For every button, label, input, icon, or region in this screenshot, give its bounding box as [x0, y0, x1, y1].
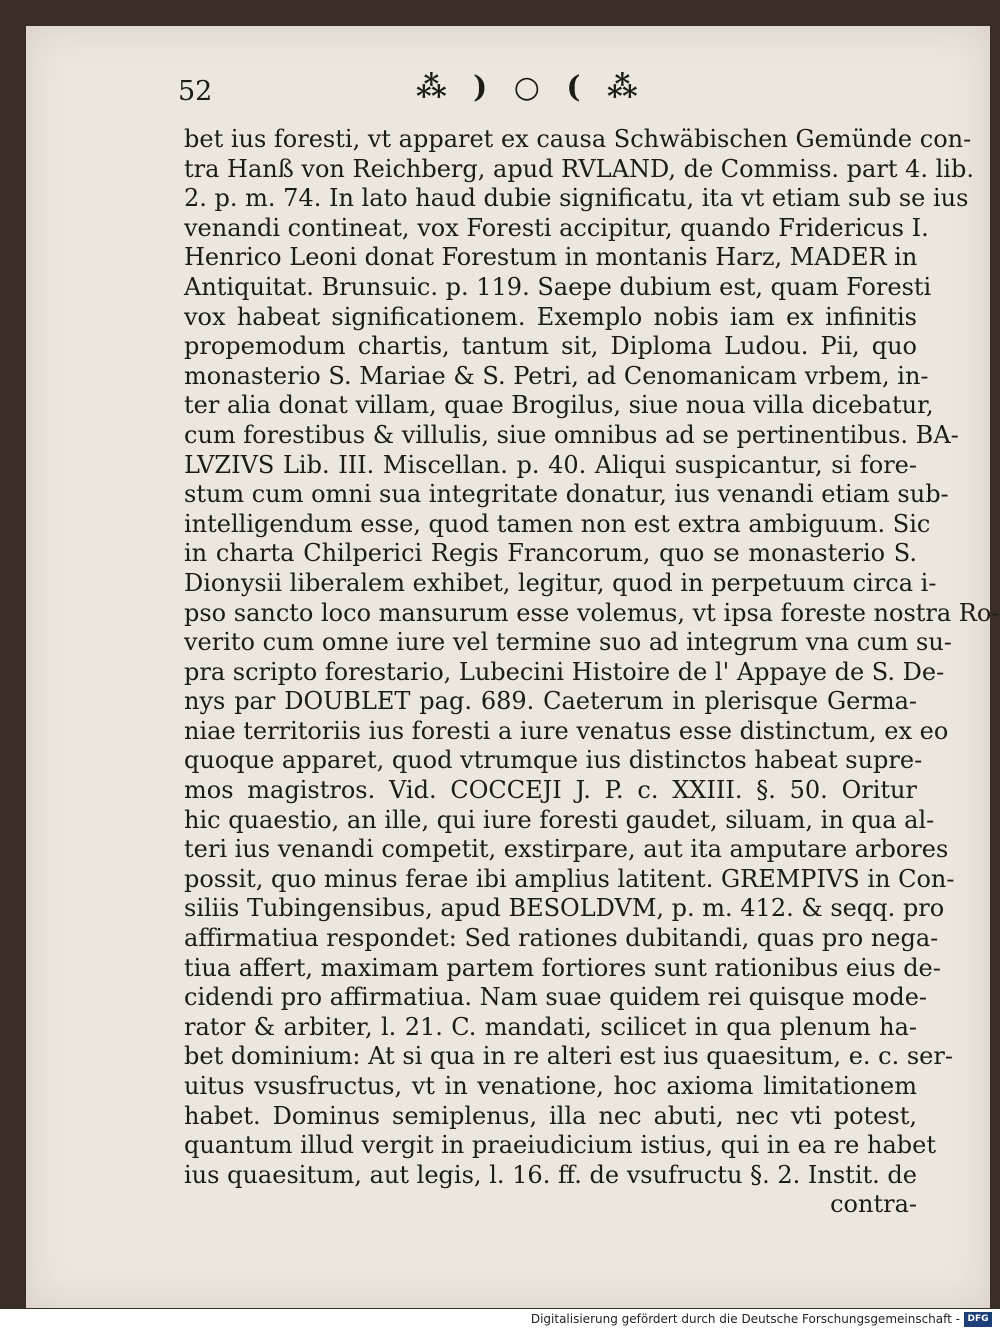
text-line: ter alia donat villam, quae Brogilus, siue noua villa dicebatur, — [184, 391, 934, 420]
text-line: cum forestibus & villulis, siue omnibus ad se pertinentibus. BA- — [184, 420, 959, 449]
text-line: vox habeat significationem. Exemplo nobis iam ex infinitis — [184, 302, 917, 331]
dfg-logo-icon: DFG — [964, 1312, 992, 1327]
text-line: Dionysii liberalem exhibet, legitur, quod in perpetuum circa i- — [184, 568, 937, 597]
text-line: affirmatiua respondet: Sed rationes dubitandi, quas pro nega- — [184, 924, 939, 953]
text-line: in charta Chilperici Regis Francorum, quo se monasterio S. — [184, 539, 917, 568]
text-line: pra scripto forestario, Lubecini Histoire de l' Appaye de S. De- — [184, 657, 945, 686]
text-line: tiua affert, maximam partem fortiores sunt rationibus eius de- — [184, 953, 941, 982]
text-line: niae territoriis ius foresti a iure venatus esse distinctum, ex eo — [184, 716, 949, 745]
text-line: teri ius venandi competit, exstirpare, aut ita amputare arbores — [184, 835, 949, 864]
text-line: bet dominium: At si qua in re alteri est ius quaesitum, e. c. ser- — [184, 1042, 953, 1071]
text-line: cidendi pro affirmatiua. Nam suae quidem rei quisque mode- — [184, 983, 928, 1012]
text-line: pso sancto loco mansurum esse volemus, vt ipsa foreste nostra Ro- — [184, 598, 1000, 627]
text-line: verito cum omne iure vel termine suo ad integrum vna cum su- — [184, 628, 952, 657]
text-line: Antiquitat. Brunsuic. p. 119. Saepe dubium est, quam Foresti — [184, 272, 932, 301]
text-line: nys par DOUBLET pag. 689. Caeterum in plerisque Germa- — [184, 687, 917, 716]
text-line: Henrico Leoni donat Forestum in montanis Harz, MADER in — [184, 243, 918, 272]
digitization-footer — [0, 1309, 1000, 1331]
text-line: uitus vsusfructus, vt in venatione, hoc axioma limitationem — [184, 1072, 917, 1100]
text-line: propemodum chartis, tantum sit, Diploma Ludou. Pii, quo — [184, 332, 917, 361]
text-line: LVZIVS Lib. III. Miscellan. p. 40. Aliqui suspicantur, si fore- — [184, 450, 917, 479]
book-page — [26, 26, 1000, 1308]
text-line: bet ius foresti, vt apparet ex causa Schwäbischen Gemünde con- — [184, 125, 972, 153]
text-line: venandi contineat, vox Foresti accipitur, quando Fridericus I. — [184, 213, 929, 242]
text-line: mos magistros. Vid. COCCEJI J. P. c. XXIII. §. 50. Oritur — [184, 776, 917, 805]
text-line: possit, quo minus ferae ibi amplius latitent. GREMPIVS in Con- — [184, 864, 955, 893]
text-line: siliis Tubingensibus, apud BESOLDVM, p. m. 412. & seqq. pro — [184, 894, 945, 923]
funding-credit: Digitalisierung gefördert durch die Deutsche Forschungsgemeinschaft - — [530, 1312, 960, 1326]
catchword: contra- — [830, 1190, 917, 1219]
text-line: quantum illud vergit in praeiudicium istius, qui in ea re habet — [184, 1131, 936, 1160]
text-line: intelligendum esse, quod tamen non est extra ambiguum. Sic — [184, 509, 931, 538]
text-line: 2. p. m. 74. In lato haud dubie significatu, ita vt etiam sub se ius — [184, 184, 969, 213]
text-line: quoque apparet, quod vtrumque ius distinctos habeat supre- — [184, 746, 923, 775]
running-head-ornament: ⁂ ) ○ ( ⁂ — [416, 70, 646, 105]
body-text — [184, 125, 1000, 1220]
text-line: tra Hanß von Reichberg, apud RVLAND, de Commiss. part 4. lib. — [184, 154, 974, 183]
text-line: habet. Dominus semiplenus, illa nec abuti, nec vti potest, — [184, 1101, 917, 1130]
text-line: monasterio S. Mariae & S. Petri, ad Cenomanicam vrbem, in- — [184, 361, 929, 390]
page-number: 52 — [178, 76, 213, 107]
text-line: stum cum omni sua integritate donatur, ius venandi etiam sub- — [184, 480, 949, 509]
text-line: hic quaestio, an ille, qui iure foresti gaudet, siluam, in qua al- — [184, 805, 935, 834]
text-line: ius quaesitum, aut legis, l. 16. ff. de vsufructu §. 2. Instit. de — [184, 1160, 917, 1189]
text-line: rator & arbiter, l. 21. C. mandati, scilicet in qua plenum ha- — [184, 1012, 917, 1041]
